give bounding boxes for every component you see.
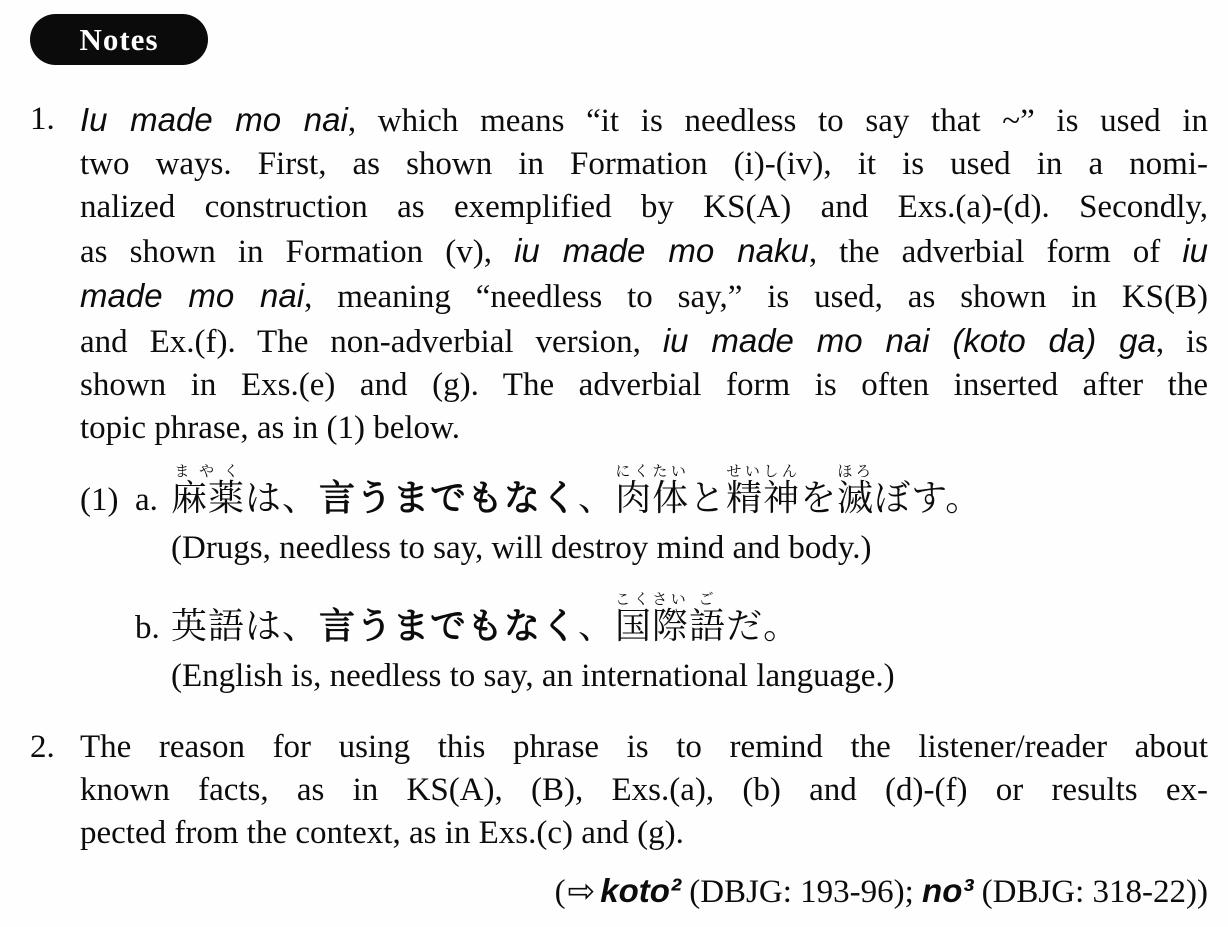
furigana: ご xyxy=(689,592,727,608)
text-segment: no³ xyxy=(922,872,974,909)
cross-reference-line xyxy=(30,869,1208,914)
jp-word-with-furigana xyxy=(689,592,727,646)
furigana: せいしん xyxy=(726,464,801,480)
text-segment: known facts, as in KS(A), (B), Exs.(a), (b) and (d)-(f) or results ex- xyxy=(80,772,1208,808)
text-segment: iu xyxy=(1182,232,1209,269)
note-2-body xyxy=(80,726,1208,855)
example-1a-japanese-sentence xyxy=(171,464,982,519)
jp-word-with-furigana xyxy=(615,592,690,646)
text-segment: koto² xyxy=(600,872,681,909)
text-segment: , is xyxy=(1155,324,1209,360)
jp-word-with-furigana xyxy=(171,464,246,518)
example-1a-translation: (Drugs, needless to say, will destroy mind and body.) xyxy=(171,530,872,566)
text-segment: ( xyxy=(554,874,566,910)
text-line xyxy=(80,726,1208,769)
text-segment: and Ex.(f). The non-adverbial version, xyxy=(80,324,663,360)
furigana: まやく xyxy=(171,464,246,480)
text-line xyxy=(80,186,1208,229)
text-segment: pected from the context, as in Exs.(c) and (g). xyxy=(80,815,684,851)
text-segment: を xyxy=(800,478,838,518)
jp-word-with-furigana xyxy=(726,464,801,518)
furigana: にくたい xyxy=(615,464,690,480)
text-line xyxy=(80,229,1208,274)
text-line xyxy=(80,98,1208,143)
text-segment: (DBJG: 193-96); xyxy=(680,874,923,910)
text-segment: as shown in Formation (v), xyxy=(80,234,515,270)
text-segment: shown in Exs.(e) and (g). The adverbial form is often inserted after the xyxy=(80,367,1208,403)
text-segment: iu made mo naku xyxy=(514,232,809,269)
text-segment: Iu made mo nai xyxy=(80,101,348,138)
kanji-base: 肉体 xyxy=(615,478,690,518)
text-segment: 、 xyxy=(578,606,616,646)
text-segment: , meaning “needless to say,” is used, as shown in KS(B) xyxy=(304,279,1208,315)
text-line xyxy=(80,319,1208,364)
kanji-base: 麻薬 xyxy=(171,478,246,518)
example-1b-translation: (English is, needless to say, an international language.) xyxy=(171,658,895,694)
text-line xyxy=(80,812,1208,855)
text-segment: (DBJG: 318-22)) xyxy=(973,874,1208,910)
kanji-base: 滅 xyxy=(837,478,875,518)
text-segment: , which means “it is needless to say that ~” is used in xyxy=(347,103,1208,139)
text-line xyxy=(80,143,1208,186)
text-segment: 、 xyxy=(578,478,616,518)
jp-word-with-furigana xyxy=(615,464,690,518)
example-1a-letter: a. xyxy=(135,482,158,518)
notes-section-badge xyxy=(30,14,208,65)
text-segment: two ways. First, as shown in Formation (i)-(iv), it is used in a nomi- xyxy=(80,146,1208,182)
text-line xyxy=(80,769,1208,812)
example-1a-row xyxy=(80,464,1208,522)
note-1-text xyxy=(80,98,1208,450)
text-line xyxy=(80,407,1208,450)
text-segment: 言うまでもなく xyxy=(319,477,579,518)
furigana: ほろ xyxy=(837,464,875,480)
text-line xyxy=(80,274,1208,319)
kanji-base: 精神 xyxy=(726,478,801,518)
note-2 xyxy=(30,726,1208,855)
text-segment: nalized construction as exemplified by KS(A) and Exs.(a)-(d). Secondly, xyxy=(80,189,1208,225)
jp-word-with-furigana xyxy=(837,464,875,518)
cross-reference-arrow-icon: ⇨ xyxy=(567,871,596,910)
text-line xyxy=(80,364,1208,407)
note-1-body xyxy=(80,98,1208,696)
text-segment: The reason for using this phrase is to remind the listener/reader about xyxy=(80,729,1208,765)
note-1 xyxy=(30,98,1208,696)
example-1b-japanese-sentence xyxy=(171,592,800,647)
text-segment: だ。 xyxy=(726,606,801,646)
note-1-number: 1. xyxy=(30,101,55,137)
note-2-text xyxy=(80,726,1208,855)
note-2-number: 2. xyxy=(30,729,55,765)
kanji-base: 語 xyxy=(689,606,727,646)
text-segment: ぼす。 xyxy=(874,478,983,518)
kanji-base: 国際 xyxy=(615,606,690,646)
example-1-number: (1) xyxy=(80,482,119,518)
text-segment: made mo nai xyxy=(80,277,305,314)
example-1b-row xyxy=(80,592,1208,650)
text-segment: は、 xyxy=(245,478,320,518)
text-segment: iu made mo nai (koto da) ga xyxy=(662,322,1156,359)
text-segment: 言うまでもなく xyxy=(319,605,579,646)
text-segment: と xyxy=(689,478,727,518)
text-segment: topic phrase, as in (1) below. xyxy=(80,410,460,446)
text-segment: 英語は、 xyxy=(171,606,320,646)
example-1b-letter: b. xyxy=(135,610,160,646)
furigana: こくさい xyxy=(615,592,690,608)
notes-section-label: Notes xyxy=(79,22,159,57)
text-segment: , the adverbial form of xyxy=(808,234,1183,270)
